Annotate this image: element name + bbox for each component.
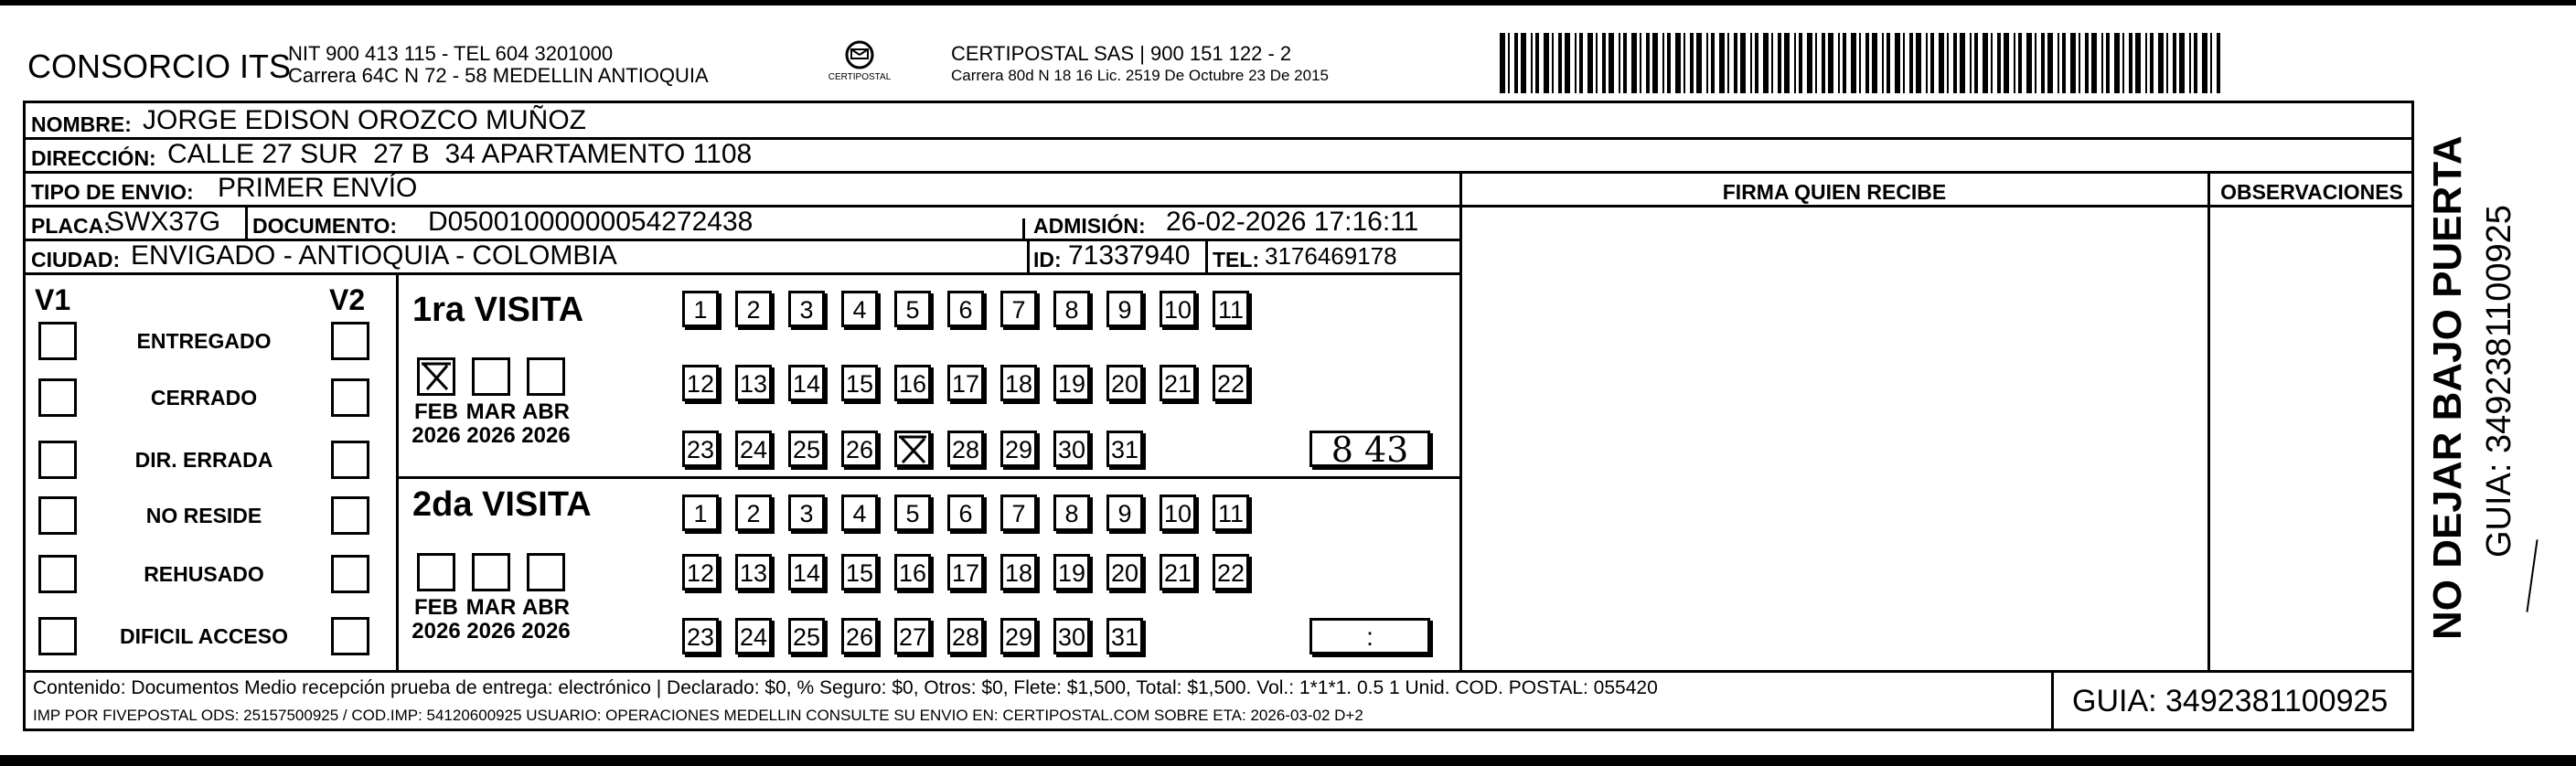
time-box[interactable]: 8 43 xyxy=(1309,431,1430,467)
v2-checkbox[interactable] xyxy=(331,378,369,417)
day-box[interactable]: 12 xyxy=(682,554,719,590)
day-box[interactable]: 18 xyxy=(1000,554,1037,590)
footer-guia: GUIA: 3492381100925 xyxy=(2072,684,2389,718)
year-label: 2026 xyxy=(466,423,516,448)
month-label: ABR xyxy=(522,399,570,424)
day-box[interactable]: 15 xyxy=(841,554,878,590)
v2-header: V2 xyxy=(329,283,366,316)
id-value: 71337940 xyxy=(1068,240,1191,271)
status-label: DIR. ERRADA xyxy=(134,448,273,472)
certipostal-name: CERTIPOSTAL SAS | 900 151 122 - 2 xyxy=(951,42,1292,65)
month-label: MAR xyxy=(465,399,517,424)
v2-checkbox[interactable] xyxy=(331,441,369,479)
day-box[interactable]: 1 xyxy=(682,291,719,327)
day-box[interactable]: 24 xyxy=(735,431,772,467)
observaciones-header: OBSERVACIONES xyxy=(2220,180,2403,204)
day-box[interactable]: 8 xyxy=(1053,291,1090,327)
day-box[interactable]: 21 xyxy=(1160,554,1196,590)
time-box[interactable]: : xyxy=(1309,618,1430,654)
nombre-value: JORGE EDISON OROZCO MUÑOZ xyxy=(143,105,587,135)
firma-header: FIRMA QUIEN RECIBE xyxy=(1722,180,1947,204)
documento-value: D05001000000054272438 xyxy=(428,207,754,237)
v1-checkbox[interactable] xyxy=(38,496,77,535)
day-box[interactable]: 5 xyxy=(894,495,931,531)
day-box[interactable]: 3 xyxy=(788,291,825,327)
day-box[interactable]: 21 xyxy=(1160,365,1196,401)
day-box[interactable]: 30 xyxy=(1053,618,1090,654)
admision-value: 26-02-2026 17:16:11 xyxy=(1166,207,1419,237)
certipostal-logo-icon xyxy=(818,38,901,93)
svg-text:CERTIPOSTAL: CERTIPOSTAL xyxy=(828,72,892,82)
v1-checkbox[interactable] xyxy=(38,441,77,479)
day-box[interactable]: 28 xyxy=(947,618,984,654)
day-box[interactable]: 11 xyxy=(1213,291,1249,327)
day-box[interactable]: 26 xyxy=(841,431,878,467)
admision-label: ADMISIÓN: xyxy=(1033,214,1146,238)
tipo-envio-value: PRIMER ENVÍO xyxy=(218,173,418,203)
month-label: FEB xyxy=(414,595,458,620)
year-label: 2026 xyxy=(466,619,516,644)
day-box[interactable]: 5 xyxy=(894,291,931,327)
certipostal-address: Carrera 80d N 18 16 Lic. 2519 De Octubre 23 De 2015 xyxy=(951,67,1329,84)
placa-label: PLACA: xyxy=(31,214,111,238)
status-label: ENTREGADO xyxy=(136,329,272,353)
v1-header: V1 xyxy=(35,283,71,316)
v1-checkbox[interactable] xyxy=(38,378,77,417)
year-label: 2026 xyxy=(521,619,571,644)
nombre-label: NOMBRE: xyxy=(31,112,132,136)
day-box[interactable]: 16 xyxy=(894,554,931,590)
day-box[interactable]: 23 xyxy=(682,618,719,654)
pen-mark xyxy=(2526,539,2538,612)
day-box[interactable]: 17 xyxy=(947,365,984,401)
second-visit-title: 2da VISITA xyxy=(412,485,592,524)
day-box[interactable]: 22 xyxy=(1213,365,1249,401)
status-label: NO RESIDE xyxy=(145,504,262,527)
day-box[interactable]: 2 xyxy=(735,495,772,531)
month-checkbox-feb[interactable] xyxy=(417,357,455,396)
day-box[interactable]: 6 xyxy=(947,495,984,531)
month-checkbox-mar[interactable] xyxy=(472,553,510,591)
day-box[interactable]: 22 xyxy=(1213,554,1249,590)
day-box[interactable]: 20 xyxy=(1106,365,1143,401)
ciudad-value: ENVIGADO - ANTIOQUIA - COLOMBIA xyxy=(131,240,617,271)
day-box[interactable]: 9 xyxy=(1106,291,1143,327)
day-box[interactable]: 7 xyxy=(1000,291,1037,327)
day-box[interactable]: 31 xyxy=(1106,431,1143,467)
day-box[interactable]: 23 xyxy=(682,431,719,467)
footer-content: Contenido: Documentos Medio recepción prueba de entrega: electrónico | Declarado: $0, % Seguro: $0, Otros: $0, Flete: $1,500, Total: $1,500. Vol.: 1*1*1. 0.5 1 Unid. COD. POSTAL: 055420 xyxy=(33,677,1658,698)
status-label: REHUSADO xyxy=(144,562,264,586)
side-guia: GUIA: 3492381100925 xyxy=(2480,205,2518,558)
day-box[interactable]: 24 xyxy=(735,618,772,654)
day-box[interactable]: 25 xyxy=(788,618,825,654)
placa-value: SWX37G xyxy=(106,207,221,237)
day-box[interactable]: 1 xyxy=(682,495,719,531)
day-box[interactable]: 7 xyxy=(1000,495,1037,531)
year-label: 2026 xyxy=(521,423,571,448)
day-box[interactable] xyxy=(894,431,931,467)
day-box[interactable]: 16 xyxy=(894,365,931,401)
tel-value: 3176469178 xyxy=(1265,242,1397,270)
barcode xyxy=(1500,33,2231,98)
day-box[interactable]: 20 xyxy=(1106,554,1143,590)
month-checkbox-abr[interactable] xyxy=(527,357,565,396)
day-box[interactable]: 11 xyxy=(1213,495,1249,531)
id-label: ID: xyxy=(1033,248,1062,271)
v2-checkbox[interactable] xyxy=(331,322,369,360)
v2-checkbox[interactable] xyxy=(331,496,369,535)
v1-checkbox[interactable] xyxy=(38,322,77,360)
year-label: 2026 xyxy=(412,619,461,644)
v1-checkbox[interactable] xyxy=(38,555,77,593)
day-box[interactable]: 2 xyxy=(735,291,772,327)
day-box[interactable]: 6 xyxy=(947,291,984,327)
month-label: MAR xyxy=(465,595,517,620)
day-box[interactable]: 25 xyxy=(788,431,825,467)
day-box[interactable]: 28 xyxy=(947,431,984,467)
footer-print-info: IMP POR FIVEPOSTAL ODS: 25157500925 / COD.IMP: 54120600925 USUARIO: OPERACIONES MEDELLIN CONSULTE SU ENVIO EN: CERTIPOSTAL.COM SOBRE ETA: 2026-03-02 D+2 xyxy=(33,707,1363,724)
month-label: FEB xyxy=(414,399,458,424)
direccion-value: CALLE 27 SUR 27 B 34 APARTAMENTO 1108 xyxy=(167,139,753,169)
company-address: Carrera 64C N 72 - 58 MEDELLIN ANTIOQUIA xyxy=(288,64,709,87)
company-name: CONSORCIO ITS xyxy=(27,48,292,85)
day-box[interactable]: 14 xyxy=(788,554,825,590)
day-box[interactable]: 19 xyxy=(1053,554,1090,590)
direccion-label: DIRECCIÓN: xyxy=(31,146,156,170)
month-checkbox-mar[interactable] xyxy=(472,357,510,396)
day-box[interactable]: 17 xyxy=(947,554,984,590)
shipping-form xyxy=(23,101,2414,731)
day-box[interactable]: 9 xyxy=(1106,495,1143,531)
day-box[interactable]: 8 xyxy=(1053,495,1090,531)
status-label: DIFICIL ACCESO xyxy=(119,624,288,648)
ciudad-label: CIUDAD: xyxy=(31,248,121,271)
month-checkbox-feb[interactable] xyxy=(417,553,455,591)
tipo-envio-label: TIPO DE ENVIO: xyxy=(31,180,194,204)
day-box[interactable]: 14 xyxy=(788,365,825,401)
day-box[interactable]: 26 xyxy=(841,618,878,654)
day-box[interactable]: 29 xyxy=(1000,618,1037,654)
side-notice: NO DEJAR BAJO PUERTA xyxy=(2425,135,2470,640)
day-box[interactable]: 18 xyxy=(1000,365,1037,401)
day-box[interactable]: 10 xyxy=(1160,291,1196,327)
day-box[interactable]: 4 xyxy=(841,495,878,531)
day-box[interactable]: 13 xyxy=(735,365,772,401)
day-box[interactable]: 19 xyxy=(1053,365,1090,401)
documento-label: DOCUMENTO: xyxy=(252,214,398,238)
day-box[interactable]: 4 xyxy=(841,291,878,327)
day-box[interactable]: 30 xyxy=(1053,431,1090,467)
month-checkbox-abr[interactable] xyxy=(527,553,565,591)
day-box[interactable]: 12 xyxy=(682,365,719,401)
year-label: 2026 xyxy=(412,423,461,448)
bottom-rule xyxy=(0,755,2576,766)
v2-checkbox[interactable] xyxy=(331,555,369,593)
top-rule xyxy=(0,0,2576,5)
v2-checkbox[interactable] xyxy=(331,617,369,655)
tel-label: TEL: xyxy=(1213,248,1260,271)
day-box[interactable]: 29 xyxy=(1000,431,1037,467)
day-box[interactable]: 13 xyxy=(735,554,772,590)
day-box[interactable]: 27 xyxy=(894,618,931,654)
v1-checkbox[interactable] xyxy=(38,617,77,655)
day-box[interactable]: 31 xyxy=(1106,618,1143,654)
month-label: ABR xyxy=(522,595,570,620)
day-box[interactable]: 15 xyxy=(841,365,878,401)
first-visit-title: 1ra VISITA xyxy=(412,291,584,329)
status-label: CERRADO xyxy=(150,386,258,410)
day-box[interactable]: 10 xyxy=(1160,495,1196,531)
company-nit: NIT 900 413 115 - TEL 604 3201000 xyxy=(288,42,614,65)
day-box[interactable]: 3 xyxy=(788,495,825,531)
